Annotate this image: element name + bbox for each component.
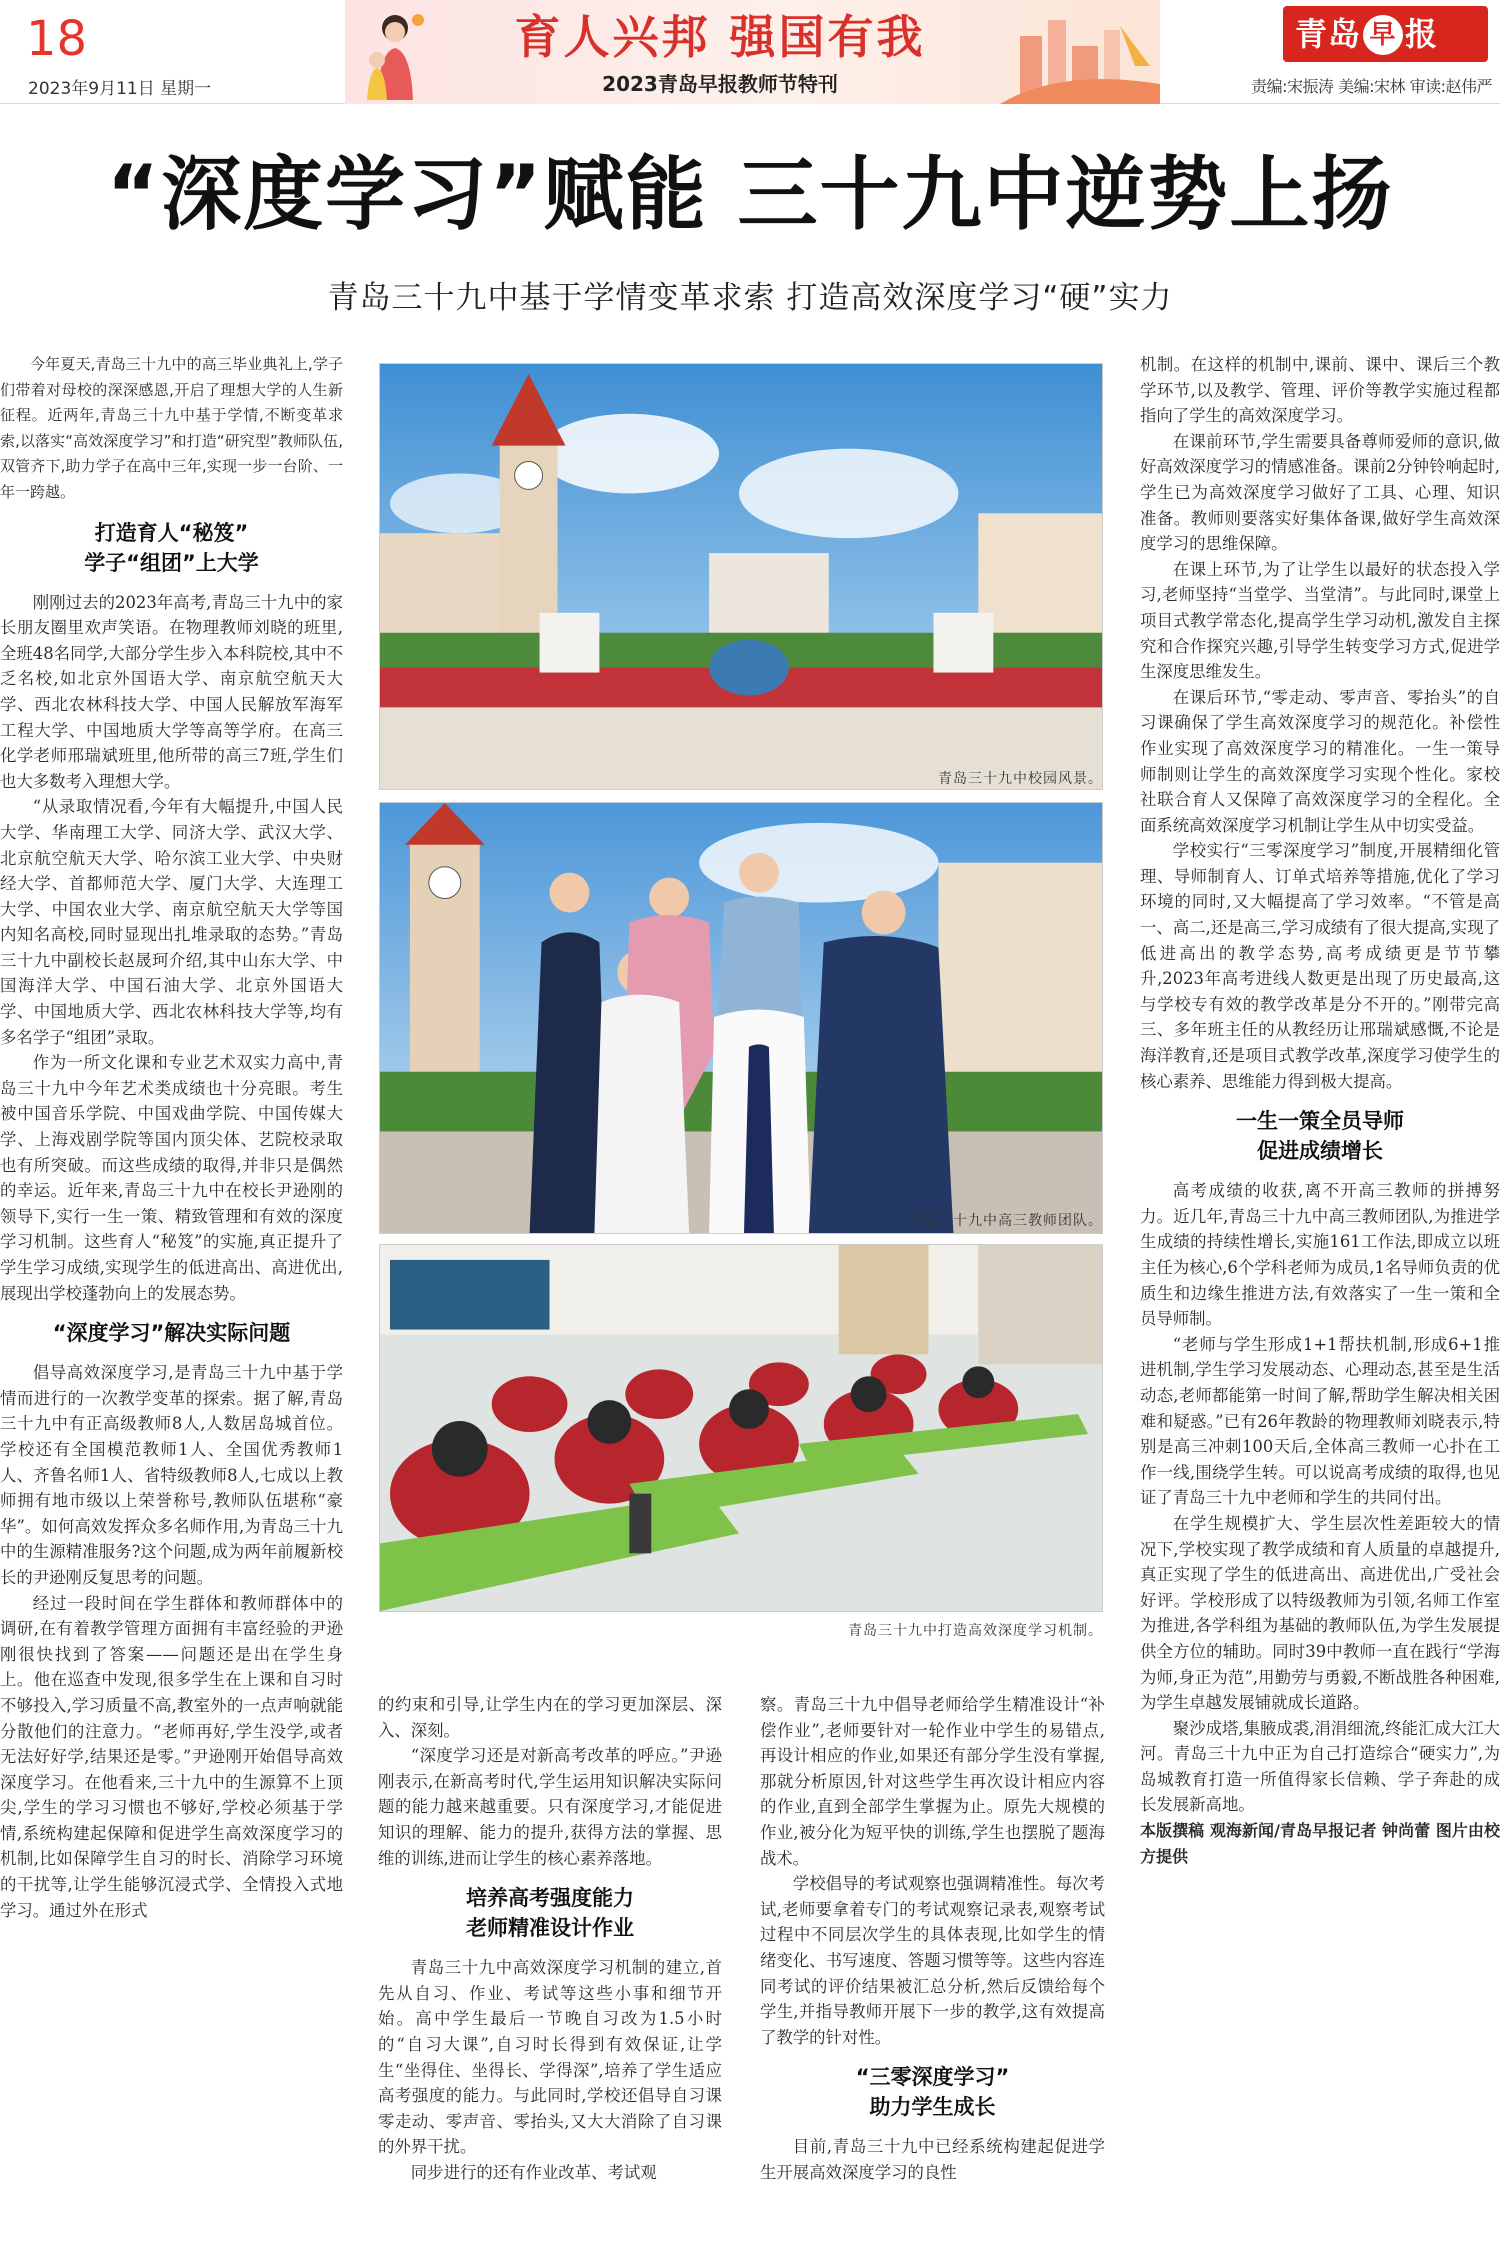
logo-text-c: 报 (1405, 15, 1439, 53)
heading-line: 助力学生成长 (869, 2095, 996, 2120)
page-header (0, 0, 1500, 104)
body-paragraph: 学校实行“三零深度学习”制度,开展精细化管理、导师制育人、订单式培养等措施,优化了学习环境的同时,又大幅提高了学习效率。“不管是高一、高二,还是高三,学习成绩有了很大提高,实现了低进高出的教学态势,高考成绩更是节节攀升,2023年高考进线人数更是出现了历史最高,这与学校专有效的教学改革是分不开的。”刚带完高三、多年班主任的从教经历让邢瑞斌感慨,不论是海洋教育,还是项目式教学改革,深度学习使学生的核心素养、思维能力得到极大提高。 (1140, 841, 1500, 1091)
photo-caption: 青岛三十九中校园风景。 (938, 771, 1103, 787)
article-column-5 (1140, 352, 1500, 2243)
heading-line: 学子“组团”上大学 (84, 550, 259, 575)
body-paragraph: 刚刚过去的2023年高考,青岛三十九中的家长朋友圈里欢声笑语。在物理教师刘晓的班里,全班48名同学,大部分学生步入本科院校,其中不乏名校,如北京外国语大学、南京航空航天大学、西北农林科技大学、中国人民解放军海军工程大学、中国地质大学等高等学府。在高三化学老师邢瑞斌班里,他所带的高三7班,学生们也大多数考入理想大学。 (0, 592, 343, 791)
body-paragraph: 倡导高效深度学习,是青岛三十九中基于学情而进行的一次教学变革的探索。据了解,青岛三十九中有正高级教师8人,人数居岛城首位。学校还有全国模范教师1人、全国优秀教师1人、齐鲁名师1人、省特级教师8人,七成以上教师拥有地市级以上荣誉称号,教师队伍堪称“豪华”。如何高效发挥众多名师作用,为青岛三十九中的生源精准服务?这个问题,成为两年前履新校长的尹逊刚反复思考的问题。 (0, 1363, 343, 1587)
campus-photo (379, 363, 1103, 790)
section-heading-1 (0, 518, 343, 578)
body-paragraph: 高考成绩的收获,离不开高三教师的拼搏努力。近几年,青岛三十九中高三教师团队,为推进学生成绩的持续性增长,实施161工作法,即成立以班主任为核心,6个学科老师为成员,1名导师负责的优质生和边缘生推进方法,有效落实了一生一策和全员导师制。 (1140, 1181, 1500, 1329)
body-paragraph: 在学生规模扩大、学生层次性差距较大的情况下,学校实现了教学成绩和育人质量的卓越提升,真正实现了学生的低进高出、高进优出,广受社会好评。学校形成了以特级教师为引领,名师工作室为推进,各学科组为基础的教师队伍,为学生发展提供全方位的辅助。同时39中教师一直在践行“学海为师,身正为范”,用勤劳与勇毅,不断战胜各种困难,为学生卓越发展铺就成长道路。 (1140, 1513, 1500, 1713)
sub-headline: 青岛三十九中基于学情变革求索 打造高效深度学习“硬”实力 (327, 280, 1173, 316)
newspaper-logo (1283, 6, 1488, 62)
section-heading-4 (760, 2062, 1105, 2122)
article-column-3 (760, 1692, 1105, 2243)
body-paragraph: 在课前环节,学生需要具备尊师爱师的意识,做好高效深度学习的情感准备。课前2分钟铃响起时,学生已为高效深度学习做好了工具、心理、知识准备。教师则要落实好集体备课,做好学生高效深度学习的思维保障。 (1140, 431, 1500, 554)
heading-line: 培养高考强度能力 (466, 1886, 634, 1911)
byline: 本版撰稿 观海新闻/青岛早报记者 钟尚蕾 图片由校方提供 (1140, 1821, 1500, 1866)
heading-line: 促进成绩增长 (1257, 1139, 1383, 1164)
body-paragraph: 作为一所文化课和专业艺术双实力高中,青岛三十九中今年艺术类成绩也十分亮眼。考生被中国音乐学院、中国戏曲学院、中国传媒大学、上海戏剧学院等国内顶尖体、艺院校录取也有所突破。而这些成绩的取得,并非只是偶然的幸运。近年来,青岛三十九中在校长尹逊刚的领导下,实行一生一策、精致管理和有效的深度学习机制。这些育人“秘笈”的实施,真正提升了学生学习成绩,实现学生的低进高出、高进优出,展现出学校蓬勃向上的发展态势。 (0, 1053, 343, 1303)
special-banner (345, 0, 1160, 104)
city-skyline-art (1000, 6, 1160, 104)
lead-paragraph: 今年夏天,青岛三十九中的高三毕业典礼上,学子们带着对母校的深深感恩,开启了理想大学的人生新征程。近两年,青岛三十九中基于学情,不断变革求索,以落实“高效深度学习”和打造“研究型”教师队伍,双管齐下,助力学子在高中三年,实现一步一台阶、一年一跨越。 (0, 355, 343, 501)
heading-line: 老师精准设计作业 (466, 1916, 634, 1941)
special-edition-title: 2023青岛早报教师节特刊 (602, 72, 838, 96)
edition-slogan: 育人兴邦 强国有我 (514, 10, 926, 64)
classroom-photo (379, 1244, 1103, 1612)
body-paragraph: 机制。在这样的机制中,课前、课中、课后三个教学环节,以及教学、管理、评价等教学实施过程都指向了学生的高效深度学习。 (1140, 355, 1500, 426)
body-paragraph: “从录取情况看,今年有大幅提升,中国人民大学、华南理工大学、同济大学、武汉大学、北京航空航天大学、哈尔滨工业大学、中央财经大学、首都师范大学、厦门大学、大连理工大学、中国农业大学、南京航空航天大学等国内知名高校,同时显现出扎堆录取的态势。”青岛三十九中副校长赵晟珂介绍,其中山东大学、中国海洋大学、中国石油大学、北京外国语大学、中国地质大学、西北农林科技大学等,均有多名学子“组团”录取。 (0, 797, 343, 1047)
photo-caption: 青岛三十九中高三教师团队。 (908, 1213, 1103, 1229)
body-paragraph: 的约束和引导,让学生内在的学习更加深层、深入、深刻。 (378, 1695, 722, 1740)
body-paragraph: 在课后环节,“零走动、零声音、零抬头”的自习课确保了学生高效深度学习的规范化。补偿性作业实现了高效深度学习的精准化。一生一策导师制则让学生的高效深度学习实现个性化。家校社联合育人又保障了高效深度学习的全程化。全面系统高效深度学习机制让学生从中切实受益。 (1140, 687, 1500, 835)
photo-caption: 青岛三十九中打造高效深度学习机制。 (848, 1623, 1103, 1639)
body-paragraph: “老师与学生形成1+1帮扶机制,形成6+1推进机制,学生学习发展动态、心理动态,甚至是生活动态,老师都能第一时间了解,帮助学生解决相关困难和疑惑。”已有26年教龄的物理教师刘晓表示,特别是高三冲刺100天后,全体高三教师一心扑在工作一线,围绕学生转。可以说高考成绩的取得,也见证了青岛三十九中老师和学生的共同付出。 (1140, 1334, 1500, 1508)
body-paragraph: 目前,青岛三十九中已经系统构建起促进学生开展高效深度学习的良性 (760, 2137, 1105, 2182)
logo-text-a: 青岛 (1295, 15, 1362, 53)
body-paragraph: 青岛三十九中高效深度学习机制的建立,首先从自习、作业、考试等这些小事和细节开始。高中学生最后一节晚自习改为1.5小时的“自习大课”,自习时长得到有效保证,让学生“坐得住、坐得长、学得深”,培养了学生适应高考强度的能力。与此同时,学校还倡导自习课零走动、零声音、零抬头,又大大消除了自习课的外界干扰。 (378, 1958, 722, 2157)
logo-text-b: 早 (1363, 15, 1403, 55)
section-heading-3 (378, 1883, 722, 1943)
section-heading-2: “深度学习”解决实际问题 (52, 1321, 291, 1346)
article-column-2 (378, 1692, 722, 2243)
body-paragraph: 察。青岛三十九中倡导老师给学生精准设计“补偿作业”,老师要针对一轮作业中学生的易错点,再设计相应的作业,如果还有部分学生没有掌握,那就分析原因,针对这些学生再次设计相应内容的作业,直到全部学生掌握为止。原先大规模的作业,被分化为短平快的训练,学生也摆脱了题海战术。 (760, 1695, 1105, 1868)
editor-credits: 责编:宋振涛 美编:宋林 审读:赵伟严 (1251, 77, 1492, 96)
issue-date: 2023年9月11日 星期一 (28, 79, 212, 99)
teacher-student-illustration (355, 8, 440, 100)
heading-line: “三零深度学习” (855, 2065, 1010, 2090)
main-headline: “深度学习”赋能 三十九中逆势上扬 (106, 148, 1394, 241)
heading-line: 打造育人“秘笈” (94, 520, 249, 545)
body-paragraph: 学校倡导的考试观察也强调精准性。每次考试,老师要拿着专门的考试观察记录表,观察考试过程中不同层次学生的具体表现,比如学生的情绪变化、书写速度、答题习惯等等。这些内容连同考试的评价结果被汇总分析,然后反馈给每个学生,并指导教师开展下一步的教学,这有效提高了教学的针对性。 (760, 1874, 1105, 2047)
body-paragraph: 同步进行的还有作业改革、考试观 (410, 2162, 657, 2182)
body-paragraph: 在课上环节,为了让学生以最好的状态投入学习,老师坚持“当堂学、当堂清”。与此同时,课堂上项目式教学常态化,提高学生学习动机,激发自主探究和合作探究兴趣,引导学生转变学习方式,促进学生深度思维发生。 (1140, 559, 1500, 682)
teacher-team-photo (379, 802, 1103, 1234)
section-heading-5 (1140, 1106, 1500, 1166)
page-number: 18 (26, 11, 88, 67)
body-paragraph: “深度学习还是对新高考改革的呼应。”尹逊刚表示,在新高考时代,学生运用知识解决实际问题的能力越来越重要。只有深度学习,才能促进知识的理解、能力的提升,获得方法的掌握、思维的训练,进而让学生的核心素养落地。 (378, 1746, 722, 1868)
body-paragraph: 聚沙成塔,集腋成裘,涓涓细流,终能汇成大江大河。青岛三十九中正为自己打造综合“硬实力”,为岛城教育打造一所值得家长信赖、学子奔赴的成长发展新高地。 (1140, 1718, 1500, 1815)
heading-line: 一生一策全员导师 (1236, 1109, 1404, 1134)
article-column-1 (0, 352, 343, 2243)
body-paragraph: 经过一段时间在学生群体和教师群体中的调研,在有着教学管理方面拥有丰富经验的尹逊刚很快找到了答案——问题还是出在学生身上。他在巡查中发现,很多学生在上课和自习时不够投入,学习质量不高,教室外的一点声响就能分散他们的注意力。“老师再好,学生没学,或者无法好好学,结果还是零。”尹逊刚开始倡导高效深度学习。在他看来,三十九中的生源算不上顶尖,学生的学习习惯也不够好,学校必须基于学情,系统构建起保障和促进学生高效深度学习的机制,比如保障学生自习的时长、消除学习环境的干扰等,让学生能够沉浸式学、全情投入式地学习。通过外在形式 (0, 1593, 343, 1920)
